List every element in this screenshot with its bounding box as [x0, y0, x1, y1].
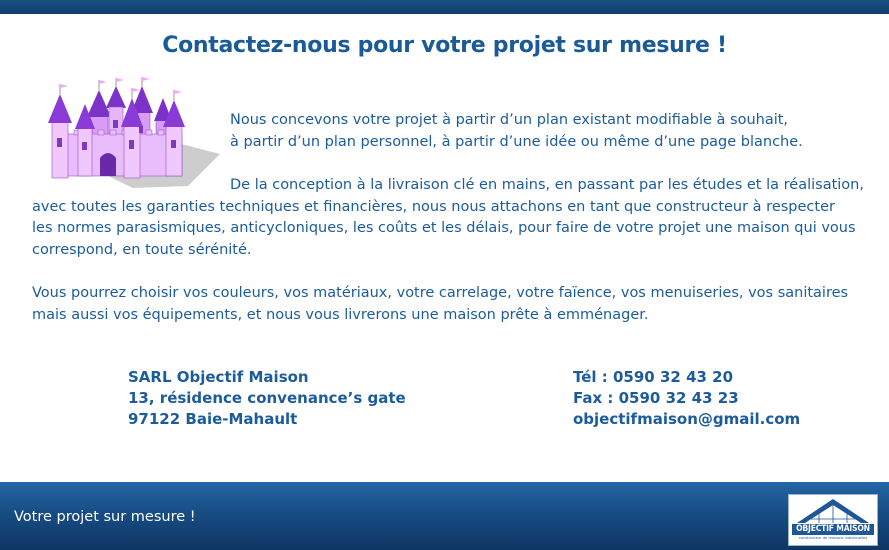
phone-block — [573, 367, 800, 430]
logo-tagline: constructeur de maisons individuelles — [798, 536, 868, 540]
intro-line: à partir d’un plan personnel, à partir d’une idée ou même d’une page blanche. — [230, 133, 803, 150]
intro-line: Nous concevons votre projet à partir d’un plan existant modifiable à souhait, — [230, 112, 789, 128]
commitment-line: De la conception à la livraison clé en mains, en passant par les études et la réalisation, — [230, 177, 864, 193]
company-name: SARL Objectif Maison — [128, 368, 309, 386]
email-link[interactable]: objectifmaison@gmail.com — [573, 410, 801, 428]
footer-tagline: Votre projet sur mesure ! — [14, 509, 196, 525]
phone-number: Tél : 0590 32 43 20 — [573, 368, 734, 386]
address-block — [128, 367, 406, 430]
castle-illustration — [38, 76, 220, 188]
company-logo[interactable] — [788, 494, 878, 546]
choices-paragraph — [32, 283, 848, 326]
commitment-line: avec toutes les garanties techniques et financières, nous nous attachons en tant que constructeur à respecter — [32, 198, 835, 215]
choices-line: mais aussi vos équipements, et nous vous livrerons une maison prête à emménager. — [32, 306, 649, 323]
commitment-line: les normes parasismiques, anticycloniques, les coûts et les délais, pour faire de votre projet une maison qui vous — [32, 220, 856, 236]
intro-paragraph — [230, 110, 803, 153]
commitment-line: correspond, en toute sérénité. — [32, 241, 252, 258]
footer-bar — [0, 482, 889, 550]
fax-number: Fax : 0590 32 43 23 — [573, 389, 739, 407]
city-address: 97122 Baie-Mahault — [128, 410, 298, 428]
page-title: Contactez-nous pour votre projet sur mesure ! — [162, 33, 727, 58]
choices-line: Vous pourrez choisir vos couleurs, vos matériaux, votre carrelage, votre faïence, vos menuiseries, vos sanitaires — [32, 285, 849, 301]
logo-name: OBJECTIF MAISON — [792, 524, 874, 535]
house-logo-icon — [789, 495, 877, 525]
top-bar — [0, 0, 889, 14]
commitment-paragraph — [32, 175, 864, 261]
street-address: 13, résidence convenance’s gate — [128, 389, 406, 407]
